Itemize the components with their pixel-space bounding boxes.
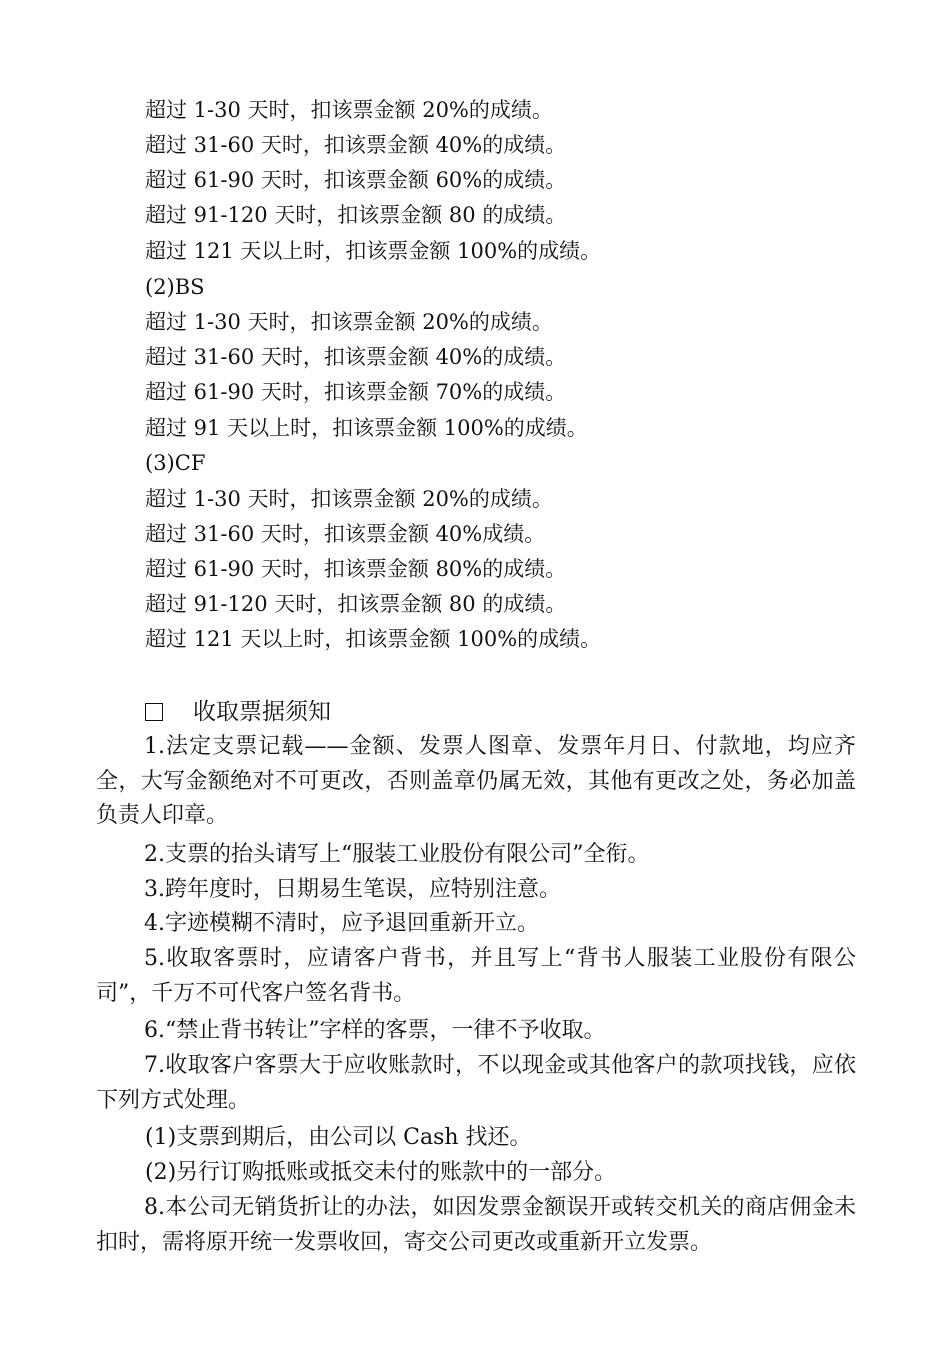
rule-line: 超过 31-60 天时，扣该票金额 40%成绩。 [145,522,546,546]
notice-subitem: (1)支票到期后，由公司以 Cash 找还。 [145,1125,532,1150]
notice-item: 5.收取客票时，应请客户背书，并且写上“背书人服装工业股份有限公司”，千万不可代客户签名背书。 [96,946,856,1006]
rule-line: 超过 31-60 天时，扣该票金额 40%的成绩。 [145,133,567,157]
rule-line: 超过 1-30 天时，扣该票金额 20%的成绩。 [145,310,553,334]
notice-item: 1.法定支票记载——金额、发票人图章、发票年月日、付款地，均应齐全，大写金额绝对不可更改，否则盖章仍属无效，其他有更改之处，务必加盖负责人印章。 [96,734,856,829]
notice-subitem: (2)另行订购抵账或抵交未付的账款中的一部分。 [145,1160,617,1185]
notice-item: 2.支票的抬头请写上“服装工业股份有限公司”全衔。 [144,842,650,867]
rule-line: 超过 61-90 天时，扣该票金额 80%的成绩。 [145,557,567,581]
notice-item: 7.收取客户客票大于应收账款时，不以现金或其他客户的款项找钱，应依下列方式处理。 [96,1053,856,1113]
rule-line: 超过 91-120 天时，扣该票金额 80 的成绩。 [145,203,567,227]
section-heading [145,694,331,730]
rule-line: 超过 31-60 天时，扣该票金额 40%的成绩。 [145,345,567,369]
rule-line: 超过 1-30 天时，扣该票金额 20%的成绩。 [145,487,553,511]
rule-line: 超过 1-30 天时，扣该票金额 20%的成绩。 [145,98,553,122]
section-title: 收取票据须知 [193,699,331,725]
rule-line: 超过 61-90 天时，扣该票金额 60%的成绩。 [145,168,567,192]
rule-line: 超过 61-90 天时，扣该票金额 70%的成绩。 [145,380,567,404]
rule-subheading-cf: (3)CF [145,451,206,475]
rule-line: 超过 121 天以上时，扣该票金额 100%的成绩。 [145,239,602,263]
notice-item: 6.“禁止背书转让”字样的客票，一律不予收取。 [144,1018,606,1043]
rule-subheading-bs: (2)BS [145,275,205,299]
notice-item: 8.本公司无销货折让的办法，如因发票金额误开或转交机关的商店佣金未扣时，需将原开统一发票收回，寄交公司更改或重新开立发票。 [96,1195,856,1255]
rule-line: 超过 121 天以上时，扣该票金额 100%的成绩。 [145,627,602,651]
notice-item: 3.跨年度时，日期易生笔误，应特别注意。 [144,877,561,902]
checkbox-icon [145,703,163,721]
rule-line: 超过 91 天以上时，扣该票金额 100%的成绩。 [145,416,588,440]
rule-line: 超过 91-120 天时，扣该票金额 80 的成绩。 [145,592,567,616]
notice-item: 4.字迹模糊不清时，应予退回重新开立。 [144,911,539,936]
